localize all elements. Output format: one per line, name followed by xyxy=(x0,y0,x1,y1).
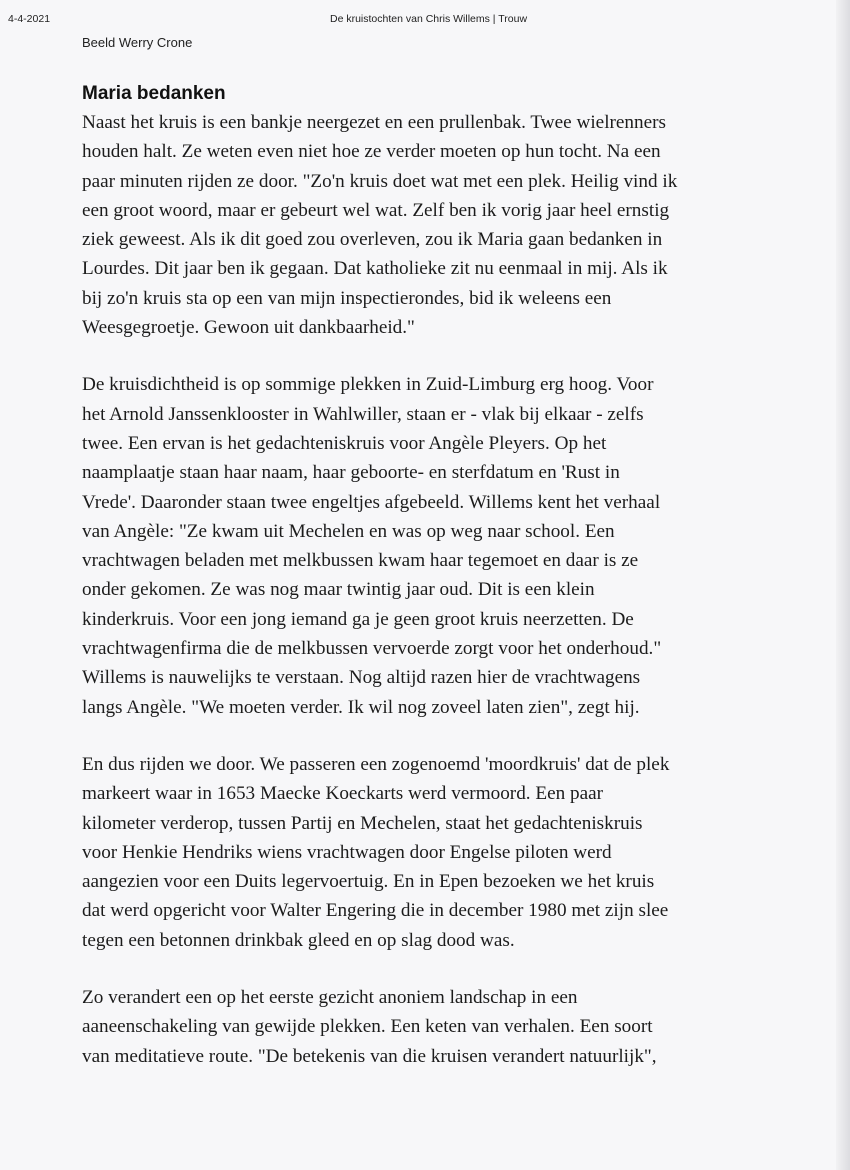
paragraph-line: kinderkruis. Voor een jong iemand ga je geen groot kruis neerzetten. De xyxy=(82,608,634,630)
paragraph-line: De kruisdichtheid is op sommige plekken in Zuid-Limburg erg hoog. Voor xyxy=(82,374,654,396)
paragraph-line: dat werd opgericht voor Walter Engering die in december 1980 met zijn slee xyxy=(82,900,669,922)
paragraph-line: tegen een betonnen drinkbak gleed en op slag dood was. xyxy=(82,929,515,951)
paragraph-line: onder gekomen. Ze was nog maar twintig jaar oud. Dit is een klein xyxy=(82,579,595,601)
paragraph-line: kilometer verderop, tussen Partij en Mechelen, staat het gedachteniskruis xyxy=(82,812,643,834)
paragraph-spacer xyxy=(82,342,802,370)
paragraph-line: twee. Een ervan is het gedachteniskruis voor Angèle Pleyers. Op het xyxy=(82,432,607,454)
paragraph-line: paar minuten rijden ze door. "Zo'n kruis doet wat met een plek. Heilig vind ik xyxy=(82,170,678,192)
paragraph-line: Zo verandert een op het eerste gezicht anoniem landschap in een xyxy=(82,987,578,1009)
paragraph-line: een groot woord, maar er gebeurt wel wat. Zelf ben ik vorig jaar heel ernstig xyxy=(82,199,670,221)
paragraph-line: houden halt. Ze weten even niet hoe ze verder moeten op hun tocht. Na een xyxy=(82,141,661,163)
section-heading: Maria bedanken xyxy=(82,83,226,104)
paragraph-line: van Angèle: "Ze kwam uit Mechelen en was op weg naar school. Een xyxy=(82,520,615,542)
paragraph-line: aangezien voor een Duits legervoertuig. En in Epen bezoeken we het kruis xyxy=(82,871,655,893)
print-page-title: De kruistochten van Chris Willems | Trouw xyxy=(330,13,528,25)
article-paragraph xyxy=(82,370,802,722)
paragraph-line: voor Henkie Hendriks wiens vrachtwagen door Engelse piloten werd xyxy=(82,841,612,863)
paragraph-line: Vrede'. Daaronder staan twee engeltjes afgebeeld. Willems kent het verhaal xyxy=(82,491,661,513)
paragraph-spacer xyxy=(82,955,802,983)
paragraph-line: vrachtwagenfirma die de melkbussen vervoerde zorgt voor het onderhoud." xyxy=(82,638,662,660)
image-caption: Beeld Werry Crone xyxy=(82,35,193,50)
print-date: 4-4-2021 xyxy=(8,13,51,25)
article-body xyxy=(82,80,802,1071)
paragraph-line: Lourdes. Dit jaar ben ik gegaan. Dat katholieke zit nu eenmaal in mij. Als ik xyxy=(82,258,668,280)
paragraph-line: aaneenschakeling van gewijde plekken. Een keten van verhalen. Een soort xyxy=(82,1016,653,1038)
paragraph-list xyxy=(82,108,802,1071)
paragraph-line: bij zo'n kruis sta op een van mijn inspectierondes, bid ik weleens een xyxy=(82,287,612,309)
paragraph-line: Weesgegroetje. Gewoon uit dankbaarheid." xyxy=(82,317,415,339)
paragraph-line: ziek geweest. Als ik dit goed zou overleven, zou ik Maria gaan bedanken in xyxy=(82,229,663,251)
article-paragraph xyxy=(82,108,802,342)
paragraph-line: markeert waar in 1653 Maecke Koeckarts werd vermoord. Een paar xyxy=(82,783,604,805)
paragraph-line: van meditatieve route. "De betekenis van die kruisen verandert natuurlijk", xyxy=(82,1045,657,1067)
scan-page-edge xyxy=(836,0,850,1170)
paragraph-spacer xyxy=(82,722,802,750)
paragraph-line: Willems is nauwelijks te verstaan. Nog altijd razen hier de vrachtwagens xyxy=(82,667,641,689)
article-paragraph xyxy=(82,983,802,1071)
paragraph-line: naamplaatje staan haar naam, haar geboorte- en sterfdatum en 'Rust in xyxy=(82,462,620,484)
print-header xyxy=(0,13,850,29)
paragraph-line: langs Angèle. "We moeten verder. Ik wil nog zoveel laten zien", zegt hij. xyxy=(82,696,640,718)
paragraph-line: vrachtwagen beladen met melkbussen kwam haar tegemoet en daar is ze xyxy=(82,550,639,572)
paragraph-line: En dus rijden we door. We passeren een zogenoemd 'moordkruis' dat de plek xyxy=(82,753,670,775)
article-paragraph xyxy=(82,750,802,955)
paragraph-line: Naast het kruis is een bankje neergezet en een prullenbak. Twee wielrenners xyxy=(82,112,666,133)
paragraph-line: het Arnold Janssenklooster in Wahlwiller, staan er - vlak bij elkaar - zelfs xyxy=(82,403,644,425)
